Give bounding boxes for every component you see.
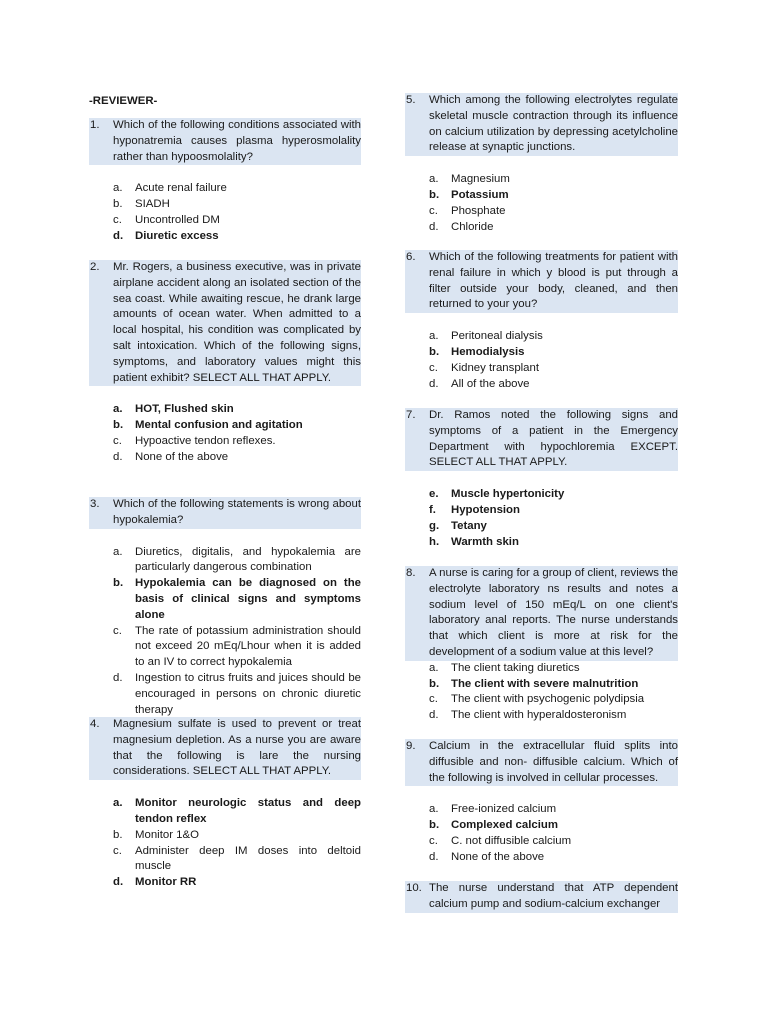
question-stem bbox=[89, 497, 361, 529]
option-text: Phosphate bbox=[451, 204, 506, 217]
answer-option bbox=[89, 624, 361, 671]
option-letter: d. bbox=[429, 220, 439, 233]
option-letter: c. bbox=[113, 844, 122, 857]
answer-options bbox=[89, 402, 361, 465]
question-number: 6. bbox=[406, 251, 416, 263]
question-stem bbox=[405, 566, 678, 661]
question-text: Mr. Rogers, a business executive, was in private airplane accident along an isolated section of the sea coast. While awaiting rescue, he drank large amounts of ocean water. When admitted to a local hospital, his condition was complicated by salt intoxication. Which of the following signs, symptoms, and laboratory values might this patient exhibit? SELECT ALL THAT APPLY. bbox=[113, 261, 361, 384]
option-text: Mental confusion and agitation bbox=[135, 419, 303, 432]
option-letter: b. bbox=[113, 198, 123, 211]
option-text: Monitor 1&O bbox=[135, 828, 199, 841]
option-letter: c. bbox=[429, 693, 438, 706]
answer-option bbox=[89, 181, 361, 197]
option-letter: a. bbox=[113, 797, 123, 810]
option-text: Complexed calcium bbox=[451, 819, 558, 832]
option-letter: a. bbox=[429, 330, 439, 343]
answer-option bbox=[405, 377, 678, 393]
option-text: Monitor neurologic status and deep tendon reflex bbox=[135, 797, 361, 825]
option-letter: a. bbox=[113, 182, 123, 195]
answer-option-highlighted bbox=[405, 519, 678, 535]
option-letter: c. bbox=[429, 834, 438, 847]
question-text: Which of the following conditions associated with hyponatremia causes plasma hyperosmolality rather than hypoosmolality? bbox=[113, 119, 361, 163]
question-number: 8. bbox=[406, 567, 416, 579]
question-8 bbox=[405, 566, 678, 724]
answer-option bbox=[405, 329, 678, 345]
option-letter: h. bbox=[429, 535, 440, 548]
option-letter: a. bbox=[113, 403, 123, 416]
option-letter: d. bbox=[113, 229, 124, 242]
answer-option-highlighted bbox=[89, 402, 361, 418]
option-letter: c. bbox=[429, 204, 438, 217]
question-1 bbox=[89, 118, 361, 245]
answer-option-highlighted bbox=[405, 677, 678, 693]
question-number: 2. bbox=[90, 261, 100, 273]
question-number: 4. bbox=[90, 718, 100, 730]
option-letter: g. bbox=[429, 519, 440, 532]
option-text: Tetany bbox=[451, 519, 487, 532]
answer-option-highlighted bbox=[89, 796, 361, 828]
answer-options bbox=[89, 545, 361, 719]
question-number: 7. bbox=[406, 409, 416, 421]
option-text: Administer deep IM doses into deltoid muscle bbox=[135, 844, 361, 873]
question-stem bbox=[89, 717, 361, 780]
option-letter: b. bbox=[113, 828, 123, 841]
option-letter: b. bbox=[113, 419, 124, 432]
answer-option bbox=[405, 220, 678, 236]
question-10 bbox=[405, 881, 678, 913]
option-letter: d. bbox=[429, 377, 439, 390]
question-number: 10. bbox=[406, 882, 422, 894]
option-text: Hypokalemia can be diagnosed on the basis of clinical signs and symptoms alone bbox=[135, 577, 361, 621]
option-text: Peritoneal dialysis bbox=[451, 330, 543, 343]
option-letter: c. bbox=[429, 361, 438, 374]
answer-option-highlighted bbox=[405, 487, 678, 503]
question-7 bbox=[405, 408, 678, 550]
option-letter: d. bbox=[429, 850, 439, 863]
question-stem bbox=[405, 881, 678, 913]
option-letter: d. bbox=[113, 876, 124, 889]
question-text: Calcium in the extracellular fluid splits into diffusible and non- diffusible calcium. Which of the following is involved in cellular processes. bbox=[429, 740, 678, 784]
option-text: Acute renal failure bbox=[135, 182, 227, 195]
answer-option-highlighted bbox=[405, 535, 678, 551]
answer-option bbox=[89, 844, 361, 876]
answer-option bbox=[405, 850, 678, 866]
option-letter: c. bbox=[113, 624, 122, 637]
document-title: -REVIEWER- bbox=[89, 95, 158, 107]
option-text: None of the above bbox=[451, 850, 545, 863]
option-text: The client with psychogenic polydipsia bbox=[451, 693, 645, 706]
answer-option bbox=[405, 661, 678, 677]
answer-option bbox=[405, 172, 678, 188]
option-text: Potassium bbox=[451, 188, 509, 201]
option-text: Warmth skin bbox=[451, 535, 519, 548]
answer-option-highlighted bbox=[405, 188, 678, 204]
answer-options bbox=[405, 802, 678, 865]
option-letter: a. bbox=[429, 803, 439, 816]
option-text: Monitor RR bbox=[135, 876, 197, 889]
option-letter: b. bbox=[113, 577, 124, 590]
answer-option bbox=[405, 802, 678, 818]
answer-option bbox=[89, 434, 361, 450]
option-letter: d. bbox=[113, 450, 123, 463]
option-text: The client with hyperaldosteronism bbox=[451, 709, 627, 722]
question-number: 9. bbox=[406, 740, 416, 752]
option-letter: b. bbox=[429, 677, 440, 690]
question-text: Which of the following treatments for patient with renal failure in which y blood is put through a filter outside your body, cleaned, and then returned to your you? bbox=[429, 251, 678, 311]
answer-options bbox=[89, 181, 361, 244]
question-3 bbox=[89, 497, 361, 718]
option-letter: f. bbox=[429, 503, 436, 516]
question-number: 5. bbox=[406, 94, 416, 106]
option-letter: b. bbox=[429, 188, 440, 201]
option-text: Magnesium bbox=[451, 173, 510, 186]
answer-option bbox=[405, 708, 678, 724]
option-letter: e. bbox=[429, 488, 439, 501]
question-stem bbox=[405, 408, 678, 471]
answer-option bbox=[89, 450, 361, 466]
answer-option bbox=[89, 671, 361, 718]
question-stem bbox=[89, 118, 361, 165]
question-stem bbox=[405, 739, 678, 786]
answer-option bbox=[405, 834, 678, 850]
option-letter: b. bbox=[429, 819, 440, 832]
answer-option bbox=[89, 213, 361, 229]
question-text: Magnesium sulfate is used to prevent or treat magnesium depletion. As a nurse you are aware that the following is lare the nursing considerations. SELECT ALL THAT APPLY. bbox=[113, 718, 361, 778]
question-2 bbox=[89, 260, 361, 466]
option-text: Free-ionized calcium bbox=[451, 803, 557, 816]
option-text: All of the above bbox=[451, 377, 530, 390]
option-text: Kidney transplant bbox=[451, 361, 540, 374]
answer-option-highlighted bbox=[89, 875, 361, 891]
answer-options bbox=[405, 487, 678, 550]
option-text: C. not diffusible calcium bbox=[451, 834, 572, 847]
option-letter: d. bbox=[113, 671, 123, 684]
option-text: Chloride bbox=[451, 220, 494, 233]
answer-option-highlighted bbox=[405, 345, 678, 361]
question-number: 1. bbox=[90, 119, 100, 131]
answer-option-highlighted bbox=[89, 418, 361, 434]
option-text: Hypotension bbox=[451, 503, 520, 516]
option-text: The client taking diuretics bbox=[451, 661, 580, 674]
option-text: Ingestion to citrus fruits and juices should be encouraged in persons on chronic diuretic therapy bbox=[135, 671, 361, 716]
question-text: Dr. Ramos noted the following signs and symptoms of a patient in the Emergency Department with hypochloremia EXCEPT. SELECT ALL THAT APPLY. bbox=[429, 409, 678, 469]
question-9 bbox=[405, 739, 678, 866]
option-text: Uncontrolled DM bbox=[135, 213, 220, 226]
option-text: None of the above bbox=[135, 450, 229, 463]
question-stem bbox=[89, 260, 361, 386]
option-text: The rate of potassium administration should not exceed 20 mEq/Lhour when it is added to an IV to correct hypokalemia bbox=[135, 624, 361, 669]
option-letter: c. bbox=[113, 434, 122, 447]
answer-option bbox=[405, 361, 678, 377]
answer-option-highlighted bbox=[405, 818, 678, 834]
option-letter: a. bbox=[429, 661, 439, 674]
answer-option bbox=[89, 197, 361, 213]
option-text: Diuretic excess bbox=[135, 229, 219, 242]
question-stem bbox=[405, 250, 678, 313]
option-letter: d. bbox=[429, 709, 439, 722]
answer-option bbox=[405, 692, 678, 708]
answer-option bbox=[405, 204, 678, 220]
option-text: SIADH bbox=[135, 198, 170, 211]
option-letter: a. bbox=[429, 173, 439, 186]
answer-option-highlighted bbox=[405, 503, 678, 519]
question-stem bbox=[405, 93, 678, 156]
answer-option bbox=[89, 545, 361, 577]
option-text: Hemodialysis bbox=[451, 345, 525, 358]
option-text: The client with severe malnutrition bbox=[451, 677, 639, 690]
answer-option-highlighted bbox=[89, 576, 361, 623]
answer-option-highlighted bbox=[89, 229, 361, 245]
answer-options bbox=[405, 172, 678, 235]
question-5 bbox=[405, 93, 678, 235]
question-text: Which among the following electrolytes regulate skeletal muscle contraction through its influence on calcium utilization by depressing acetylcholine release at synaptic junctions. bbox=[429, 94, 678, 154]
question-text: The nurse understand that ATP dependent calcium pump and sodium-calcium exchanger bbox=[429, 882, 678, 910]
answer-options bbox=[405, 661, 678, 724]
question-text: Which of the following statements is wrong about hypokalemia? bbox=[113, 498, 361, 526]
question-6 bbox=[405, 250, 678, 392]
option-text: Hypoactive tendon reflexes. bbox=[135, 434, 276, 447]
option-text: Diuretics, digitalis, and hypokalemia are particularly dangerous combination bbox=[135, 545, 361, 574]
question-text: A nurse is caring for a group of client, reviews the electrolyte laboratory ns results and notes a sodium level of 150 mEq/L on one client's laboratory anal reports. The nurse understands that which client is more at risk for the development of a sodium value at this level? bbox=[429, 567, 678, 658]
answer-options bbox=[89, 796, 361, 891]
option-text: HOT, Flushed skin bbox=[135, 403, 234, 416]
answer-option bbox=[89, 828, 361, 844]
option-letter: c. bbox=[113, 213, 122, 226]
option-letter: b. bbox=[429, 345, 440, 358]
question-4 bbox=[89, 717, 361, 891]
option-text: Muscle hypertonicity bbox=[451, 488, 565, 501]
answer-options bbox=[405, 329, 678, 392]
option-letter: a. bbox=[113, 545, 123, 558]
question-number: 3. bbox=[90, 498, 100, 510]
